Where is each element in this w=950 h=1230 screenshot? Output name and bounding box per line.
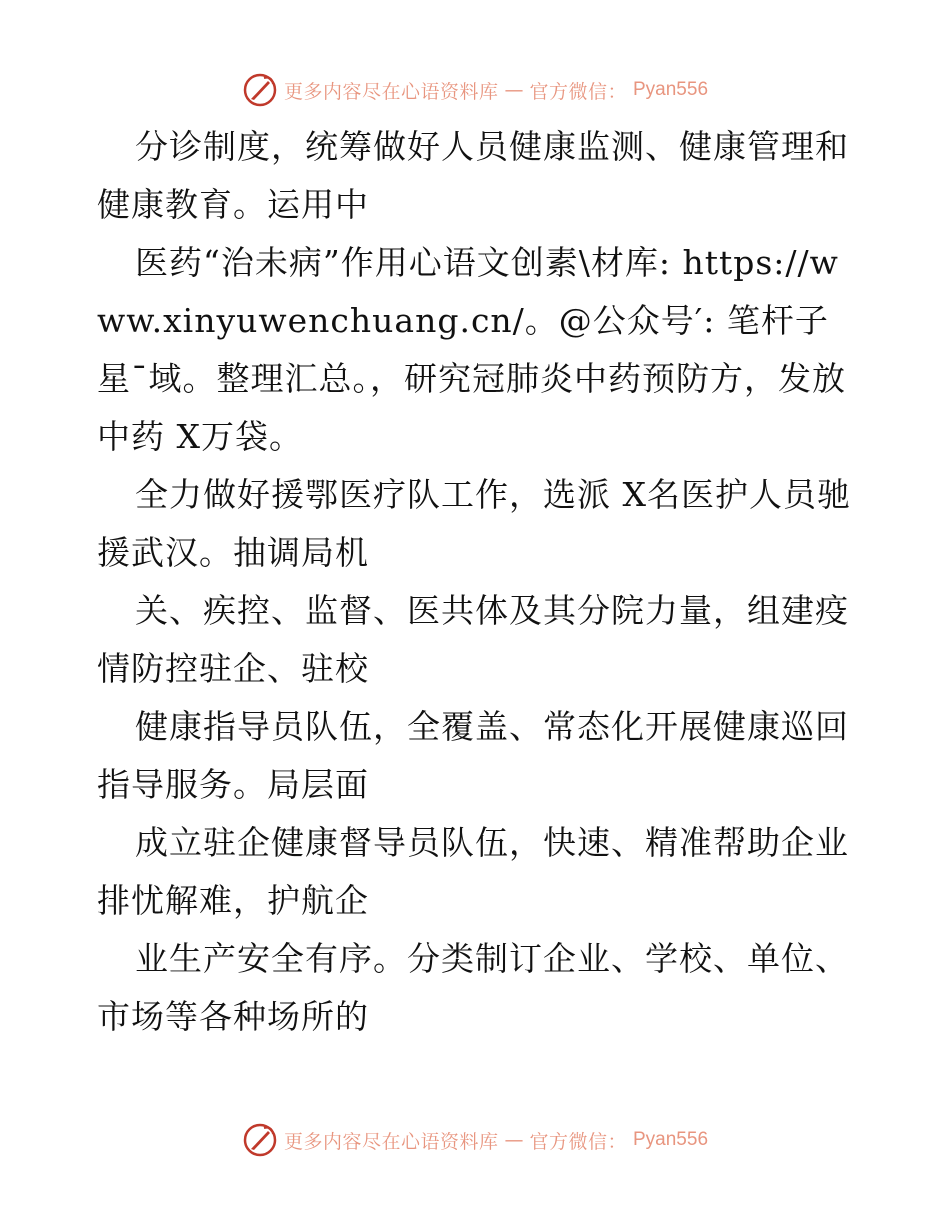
watermark-separator: — <box>504 1129 524 1151</box>
watermark-text: 更多内容尽在心语资料库 <box>283 80 499 103</box>
watermark-contact-label: 官方微信： <box>529 1130 627 1153</box>
watermark-text: 更多内容尽在心语资料库 <box>283 1130 499 1153</box>
watermark-contact-label: 官方微信： <box>529 80 627 103</box>
watermark-contact-id: Pyan556 <box>633 1129 709 1150</box>
feather-pen-logo-icon <box>242 1122 278 1158</box>
watermark-contact-id: Pyan556 <box>633 79 709 100</box>
paragraph: 分诊制度，统筹做好人员健康监测、健康管理和健康教育。运用中 <box>97 127 849 224</box>
feather-pen-logo-icon <box>242 72 278 108</box>
paragraph: 医药“治未病”作用心语文创素\材库: https://www.xinyuwenchuang.cn/。@公众号′: 笔杆子星¯域。整理汇总。，研究冠肺炎中药预防方，发放中药 X万袋。 <box>97 243 846 456</box>
header-watermark <box>0 72 950 108</box>
paragraph: 成立驻企健康督导员队伍，快速、精准帮助企业排忧解难，护航企 <box>97 823 849 920</box>
document-body <box>97 118 857 1046</box>
watermark-separator: — <box>504 79 524 101</box>
paragraph: 全力做好援鄂医疗队工作，选派 X名医护人员驰援武汉。抽调局机 <box>97 475 851 572</box>
paragraph: 关、疾控、监督、医共体及其分院力量，组建疫情防控驻企、驻校 <box>97 591 849 688</box>
paragraph: 健康指导员队伍，全覆盖、常态化开展健康巡回指导服务。局层面 <box>97 707 849 804</box>
footer-watermark <box>0 1122 950 1158</box>
paragraph: 业生产安全有序。分类制订企业、学校、单位、市场等各种场所的 <box>97 939 849 1036</box>
